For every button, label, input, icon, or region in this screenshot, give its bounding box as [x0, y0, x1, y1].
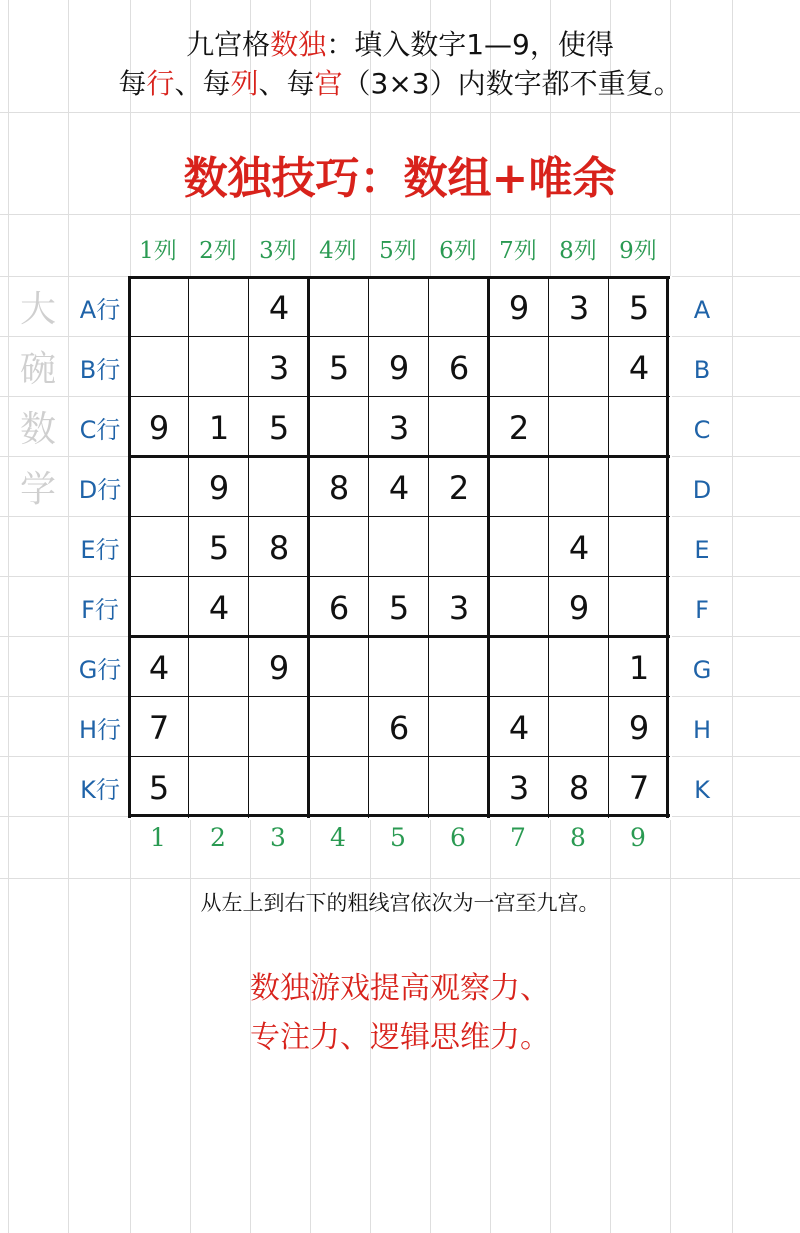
column-number: 1	[150, 823, 166, 852]
row-letter: H	[692, 716, 712, 744]
sudoku-cell[interactable]	[549, 338, 609, 398]
row-header: D行	[78, 476, 122, 504]
watermark-char: 数	[19, 409, 56, 450]
column-number: 3	[270, 823, 286, 852]
sudoku-cell[interactable]	[249, 698, 309, 758]
intro-segment: 数独	[270, 28, 327, 61]
sudoku-cell[interactable]: 5	[268, 409, 290, 447]
column-number: 7	[510, 823, 526, 852]
column-header: 4列	[319, 238, 357, 264]
row-header: K行	[80, 776, 120, 804]
sudoku-cell[interactable]: 1	[628, 649, 650, 687]
row-header: E行	[80, 536, 120, 564]
sudoku-cell[interactable]	[189, 698, 249, 758]
sudoku-cell[interactable]: 7	[148, 709, 170, 747]
row-letter: G	[692, 656, 712, 684]
column-header: 9列	[619, 238, 657, 264]
sudoku-cell[interactable]	[609, 398, 669, 458]
sudoku-cell[interactable]: 9	[568, 589, 590, 627]
guide-line	[0, 214, 800, 215]
intro-segment: 列	[230, 67, 259, 100]
watermark-char: 碗	[19, 349, 56, 390]
sudoku-cell[interactable]: 9	[148, 409, 170, 447]
sudoku-cell[interactable]	[189, 278, 249, 338]
sudoku-cell[interactable]	[549, 458, 609, 518]
sudoku-cell[interactable]: 9	[508, 289, 530, 327]
column-header: 3列	[259, 238, 297, 264]
sudoku-cell[interactable]	[429, 698, 489, 758]
sudoku-cell[interactable]: 4	[148, 649, 170, 687]
sudoku-cell[interactable]	[489, 638, 549, 698]
column-header: 2列	[199, 238, 237, 264]
sudoku-cell[interactable]	[549, 698, 609, 758]
intro-segment: 九宫格	[186, 28, 271, 61]
sudoku-cell[interactable]: 5	[148, 769, 170, 807]
sudoku-cell[interactable]	[609, 578, 669, 638]
sudoku-cell[interactable]: 9	[268, 649, 290, 687]
sudoku-cell[interactable]: 7	[628, 769, 650, 807]
sudoku-cell[interactable]: 3	[268, 349, 290, 387]
sudoku-cell[interactable]	[429, 398, 489, 458]
sudoku-cell[interactable]: 4	[388, 469, 410, 507]
sudoku-board	[128, 276, 672, 820]
sudoku-cell[interactable]	[129, 578, 189, 638]
intro-segment: 每	[118, 67, 147, 100]
intro-segment: 、每	[258, 67, 315, 100]
sudoku-cell[interactable]: 9	[208, 469, 230, 507]
intro-segment: 、每	[174, 67, 231, 100]
sudoku-cell[interactable]	[249, 758, 309, 818]
box-order-note: 从左上到右下的粗线宫依次为一宫至九宫。	[200, 891, 600, 915]
sudoku-cell[interactable]	[429, 758, 489, 818]
column-header: 5列	[379, 238, 417, 264]
column-number: 5	[390, 823, 406, 852]
sudoku-cell[interactable]	[369, 278, 429, 338]
sudoku-cell[interactable]	[489, 338, 549, 398]
sudoku-cell[interactable]	[189, 638, 249, 698]
sudoku-cell[interactable]: 5	[208, 529, 230, 567]
sudoku-cell[interactable]: 1	[208, 409, 230, 447]
sudoku-cell[interactable]	[129, 278, 189, 338]
row-header: A行	[79, 296, 121, 324]
intro-segment: （3×3）内数字都不重复。	[342, 67, 682, 100]
sudoku-cell[interactable]: 2	[448, 469, 470, 507]
column-header: 8列	[559, 238, 597, 264]
sudoku-cell[interactable]: 5	[628, 289, 650, 327]
sudoku-cell[interactable]	[309, 758, 369, 818]
sudoku-cell[interactable]: 4	[628, 349, 650, 387]
sudoku-cell[interactable]: 9	[628, 709, 650, 747]
sudoku-cell[interactable]	[129, 338, 189, 398]
sudoku-cell[interactable]	[189, 338, 249, 398]
sudoku-cell[interactable]	[429, 638, 489, 698]
sudoku-cell[interactable]	[609, 518, 669, 578]
column-header: 6列	[439, 238, 477, 264]
sudoku-cell[interactable]: 5	[388, 589, 410, 627]
column-number: 8	[570, 823, 586, 852]
sudoku-cell[interactable]: 2	[508, 409, 530, 447]
sudoku-cell[interactable]	[369, 758, 429, 818]
column-number: 4	[330, 823, 346, 852]
sudoku-cell[interactable]	[129, 458, 189, 518]
sudoku-cell[interactable]	[549, 638, 609, 698]
intro-line-1	[0, 23, 800, 63]
slogan-line-1: 数独游戏提高观察力、	[250, 971, 550, 1006]
row-letter: D	[692, 476, 712, 504]
page-title: 数独技巧：数组+唯余	[183, 153, 617, 204]
intro-segment: 行	[146, 67, 175, 100]
sudoku-cell[interactable]	[489, 518, 549, 578]
row-letter: B	[693, 356, 711, 384]
sudoku-cell[interactable]	[309, 518, 369, 578]
sudoku-cell[interactable]: 3	[568, 289, 590, 327]
row-letter: A	[693, 296, 711, 324]
sudoku-cell[interactable]: 4	[208, 589, 230, 627]
intro-segment: ：填入数字1—9，使得	[326, 28, 614, 61]
watermark-char: 大	[19, 289, 56, 330]
sudoku-cell[interactable]	[249, 578, 309, 638]
sudoku-cell[interactable]	[369, 638, 429, 698]
sudoku-cell[interactable]	[609, 458, 669, 518]
row-header: B行	[79, 356, 121, 384]
row-letter: K	[694, 776, 710, 804]
column-number: 2	[210, 823, 226, 852]
sudoku-cell[interactable]	[309, 638, 369, 698]
intro-line-2	[0, 62, 800, 102]
sudoku-cell[interactable]: 6	[448, 349, 470, 387]
row-header: H行	[78, 716, 122, 744]
sudoku-cell[interactable]: 4	[568, 529, 590, 567]
guide-line	[0, 878, 800, 879]
column-header: 7列	[499, 238, 537, 264]
sudoku-cell[interactable]: 5	[328, 349, 350, 387]
sudoku-cell[interactable]: 3	[508, 769, 530, 807]
sudoku-cell[interactable]	[309, 278, 369, 338]
sudoku-cell[interactable]: 8	[328, 469, 350, 507]
sudoku-cell[interactable]	[309, 698, 369, 758]
sudoku-cell[interactable]: 9	[388, 349, 410, 387]
row-header: F行	[81, 596, 119, 624]
row-letter: F	[695, 596, 709, 624]
row-letter: E	[694, 536, 710, 564]
guide-line	[0, 112, 800, 113]
sudoku-cell[interactable]: 3	[448, 589, 470, 627]
column-number: 6	[450, 823, 466, 852]
sudoku-cell[interactable]	[489, 578, 549, 638]
column-header: 1列	[139, 238, 177, 264]
sudoku-cell[interactable]	[249, 458, 309, 518]
sudoku-cell[interactable]	[429, 278, 489, 338]
sudoku-cell[interactable]: 8	[268, 529, 290, 567]
sudoku-cell[interactable]	[129, 518, 189, 578]
sudoku-cell[interactable]: 8	[568, 769, 590, 807]
row-header: C行	[79, 416, 121, 444]
sudoku-cell[interactable]	[489, 458, 549, 518]
sudoku-cell[interactable]: 6	[328, 589, 350, 627]
watermark-char: 学	[19, 469, 56, 510]
sudoku-cell[interactable]	[369, 518, 429, 578]
row-header: G行	[78, 656, 122, 684]
intro-segment: 宫	[314, 67, 343, 100]
sudoku-cell[interactable]	[189, 758, 249, 818]
sudoku-cell[interactable]	[549, 398, 609, 458]
sudoku-cell[interactable]	[309, 398, 369, 458]
row-letter: C	[693, 416, 711, 444]
sudoku-cell[interactable]: 4	[508, 709, 530, 747]
sudoku-cell[interactable]: 4	[268, 289, 290, 327]
sudoku-cell[interactable]: 3	[388, 409, 410, 447]
slogan-line-2: 专注力、逻辑思维力。	[250, 1020, 550, 1055]
sudoku-cell[interactable]: 6	[388, 709, 410, 747]
sudoku-cell[interactable]	[429, 518, 489, 578]
column-number: 9	[630, 823, 646, 852]
